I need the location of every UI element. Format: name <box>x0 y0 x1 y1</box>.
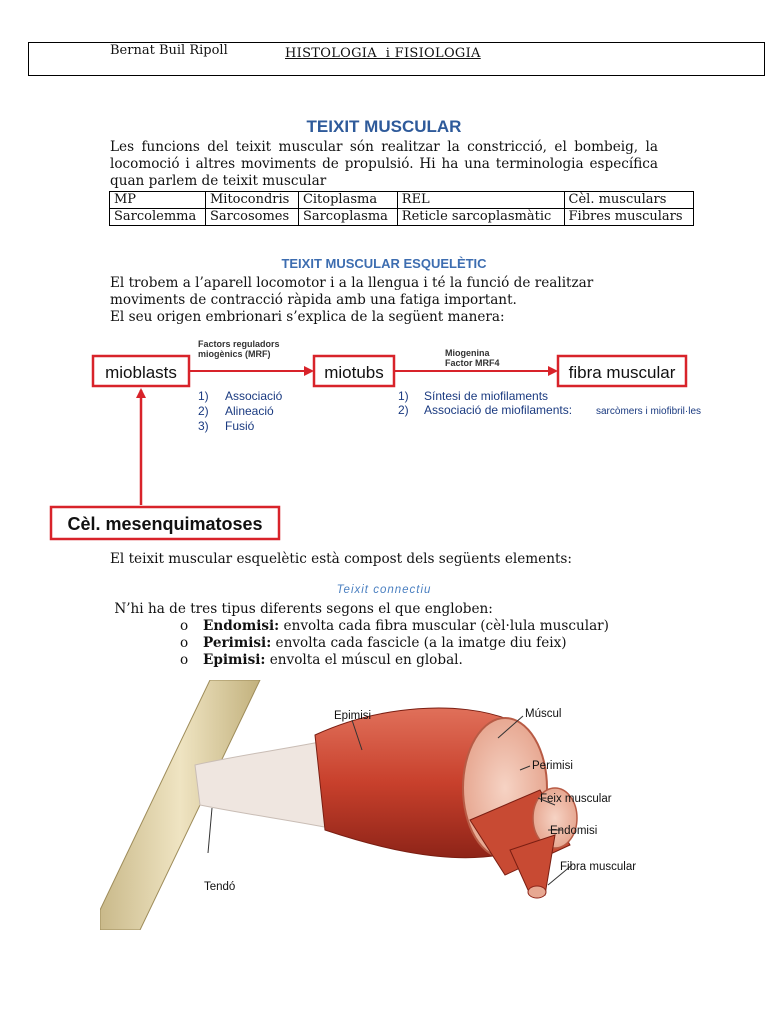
mesenquimatoses-label: Cèl. mesenquimatoses <box>67 514 263 534</box>
label-perimisi: Perimisi <box>532 760 573 772</box>
step-text: Fusió <box>225 419 255 433</box>
mrf-label-line1: Factors reguladors <box>198 339 280 349</box>
label-fibra-muscular: Fibra muscular <box>560 861 637 873</box>
elements-intro: El teixit muscular esquelètic està compost dels següents elements: <box>110 551 572 567</box>
steps-list-2 <box>398 389 701 417</box>
bullet-marker: o <box>180 652 189 668</box>
label-tendo: Tendó <box>204 881 236 893</box>
step-text: Síntesi de miofilaments <box>424 389 549 403</box>
table-cell: MP <box>110 192 206 209</box>
table-cell: Cèl. musculars <box>564 192 693 209</box>
term: Perimisi: <box>203 635 272 651</box>
step-text-small: sarcòmers i miofibril·les <box>596 406 702 417</box>
table-row <box>110 209 694 226</box>
term-description: envolta cada fibra muscular (cèl·lula muscular) <box>279 618 609 634</box>
miotubs-label: miotubs <box>324 363 384 382</box>
origin-diagram <box>0 330 768 545</box>
label-muscul: Múscul <box>525 708 562 720</box>
section-title-skeletal: TEIXIT MUSCULAR ESQUELÈTIC <box>281 256 487 271</box>
section-title-connective: Teixit connectiu <box>336 584 432 596</box>
page-title: TEIXIT MUSCULAR <box>306 117 462 136</box>
table-cell: Fibres musculars <box>564 209 693 226</box>
steps-list-1 <box>198 389 283 433</box>
label-feix-muscular: Feix muscular <box>540 793 612 805</box>
bullet-marker: o <box>180 635 189 651</box>
connective-intro: N’hi ha de tres tipus diferents segons el que engloben: <box>110 601 493 617</box>
step-text: Associació de miofilaments: <box>424 403 573 417</box>
terminology-table <box>109 191 694 226</box>
fibra-muscular-label: fibra muscular <box>568 363 676 382</box>
connective-list <box>180 618 620 669</box>
fiber-end <box>528 886 546 898</box>
label-epimisi: Epimisi <box>334 710 372 722</box>
table-cell: Reticle sarcoplasmàtic <box>397 209 564 226</box>
mioblasts-label: mioblasts <box>105 363 177 382</box>
step-text: Associació <box>225 389 283 403</box>
term-description: envolta cada fascicle (a la imatge diu feix) <box>271 635 567 651</box>
table-cell: Sarcolemma <box>110 209 206 226</box>
term: Endomisi: <box>203 618 280 634</box>
term: Epimisi: <box>203 652 266 668</box>
mrf-label-line2: miogènics (MRF) <box>198 349 271 359</box>
table-cell: Citoplasma <box>298 192 397 209</box>
table-row <box>110 192 694 209</box>
muscle-anatomy-figure <box>100 680 700 930</box>
subject-title: HISTOLOGIA i FISIOLOGIA <box>285 46 481 61</box>
mrf4-label-line1: Miogenina <box>445 348 490 358</box>
step-number: 3) <box>198 419 209 433</box>
table-cell: Sarcoplasma <box>298 209 397 226</box>
author-name: Bernat Buil Ripoll <box>110 43 228 58</box>
origin-paragraph: El seu origen embrionari s’explica de la següent manera: <box>110 309 505 325</box>
table-cell: REL <box>397 192 564 209</box>
table-cell: Sarcosomes <box>205 209 298 226</box>
step-number: 2) <box>398 403 409 417</box>
skeletal-paragraph: El trobem a l’aparell locomotor i a la llengua i té la funció de realitzar moviments de contracció ràpida amb una fatiga important. <box>110 275 594 308</box>
label-endomisi: Endomisi <box>550 825 598 837</box>
intro-paragraph: Les funcions del teixit muscular són realitzar la constricció, el bombeig, la locomoció i altres moviments de propulsió. Hi ha una terminologia específica quan parlem de teixit muscular <box>110 139 658 189</box>
mrf4-label-line2: Factor MRF4 <box>445 358 500 368</box>
step-text: Alineació <box>225 404 274 418</box>
step-number: 1) <box>198 389 209 403</box>
list-item <box>180 635 620 652</box>
term-description: envolta el múscul en global. <box>265 652 463 668</box>
step-number: 2) <box>198 404 209 418</box>
table-cell: Mitocondris <box>205 192 298 209</box>
step-number: 1) <box>398 389 409 403</box>
list-item <box>180 652 620 669</box>
list-item <box>180 618 620 635</box>
bullet-marker: o <box>180 618 189 634</box>
